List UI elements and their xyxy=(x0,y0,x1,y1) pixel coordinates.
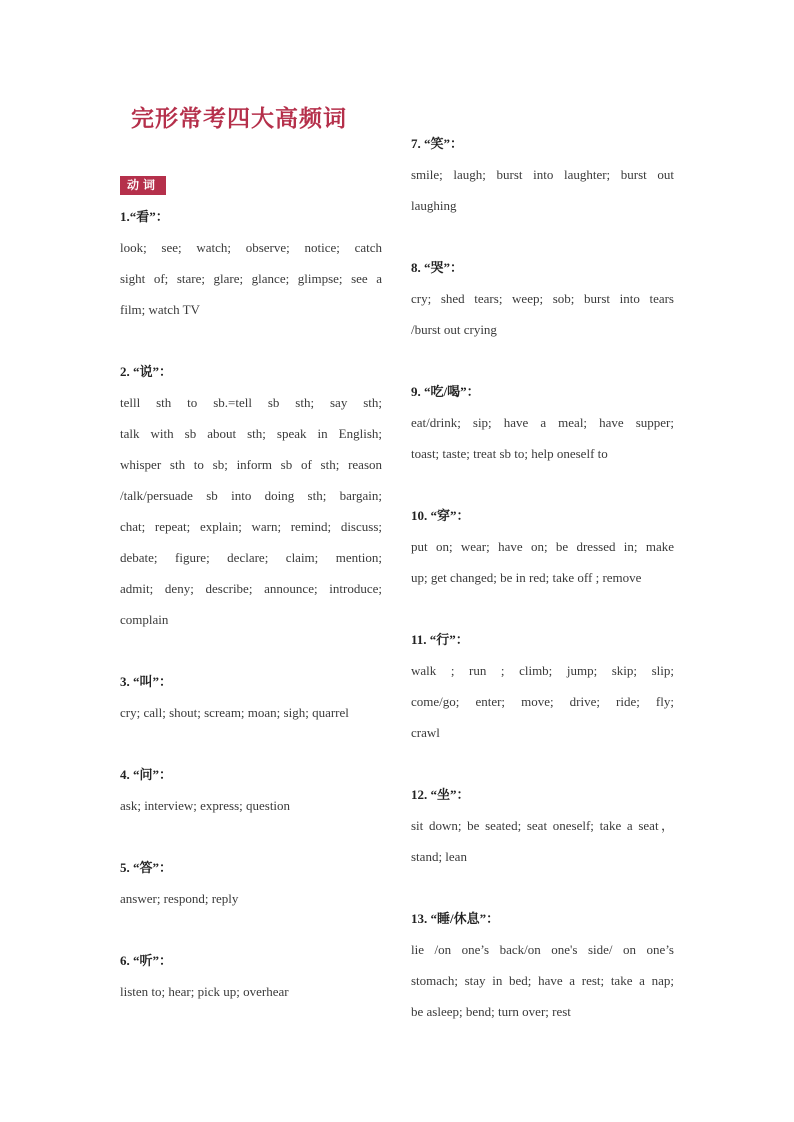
word-list-line: look; see; watch; observe; notice; catch xyxy=(120,240,382,255)
vocab-section xyxy=(411,134,674,227)
vocab-section xyxy=(120,765,382,827)
section-heading: 12. “坐”： xyxy=(411,787,470,802)
word-list-line: talk with sb about sth; speak in English; xyxy=(120,426,382,441)
word-list-line: whisper sth to sb; inform sb of sth; reason xyxy=(120,457,382,472)
section-heading: 3. “叫”： xyxy=(120,674,173,689)
vocab-section xyxy=(411,506,674,599)
word-list-line: /burst out crying xyxy=(411,322,497,337)
vocab-section xyxy=(120,672,382,734)
section-heading: 7. “笑”： xyxy=(411,136,464,151)
word-list-line: smile; laugh; burst into laughter; burst out xyxy=(411,167,674,182)
word-list-line: lie /on one’s back/on one's side/ on one’s xyxy=(411,942,674,957)
vocab-section xyxy=(411,785,674,878)
section-heading: 8. “哭”： xyxy=(411,260,464,275)
vocab-section xyxy=(120,362,382,641)
section-heading: 4. “问”： xyxy=(120,767,173,782)
section-heading: 10. “穿”： xyxy=(411,508,470,523)
word-list-line: complain xyxy=(120,612,169,627)
word-list-line: listen to; hear; pick up; overhear xyxy=(120,984,289,999)
word-list-line: telll sth to sb.=tell sb sth; say sth; xyxy=(120,395,382,410)
word-list-line: stomach; stay in bed; have a rest; take a nap; xyxy=(411,973,674,988)
vocab-section xyxy=(120,858,382,920)
page-title: 完形常考四大高频词 xyxy=(131,106,347,132)
word-list-line: toast; taste; treat sb to; help oneself to xyxy=(411,446,608,461)
word-list-line: /talk/persuade sb into doing sth; bargain; xyxy=(120,488,382,503)
category-badge: 动词 xyxy=(120,176,166,195)
word-list-line: film; watch TV xyxy=(120,302,200,317)
section-heading: 9. “吃/喝”： xyxy=(411,384,480,399)
section-heading: 13. “睡/休息”： xyxy=(411,911,500,926)
word-list-line: debate; figure; declare; claim; mention; xyxy=(120,550,382,565)
word-list-line: answer; respond; reply xyxy=(120,891,239,906)
word-list-line: crawl xyxy=(411,725,440,740)
word-list-line: sight of; stare; glare; glance; glimpse; see a xyxy=(120,271,382,286)
section-heading: 6. “听”： xyxy=(120,953,173,968)
word-list-line: laughing xyxy=(411,198,457,213)
word-list-line: up; get changed; be in red; take off ; remove xyxy=(411,570,642,585)
word-list-line: cry; shed tears; weep; sob; burst into tears xyxy=(411,291,674,306)
vocab-section xyxy=(411,909,674,1033)
word-list-line: walk ; run ; climb; jump; skip; slip; xyxy=(411,663,674,678)
right-column xyxy=(411,134,674,1033)
word-list-line: sit down; be seated; seat oneself; take a seat， xyxy=(411,818,674,833)
section-heading: 5. “答”： xyxy=(120,860,173,875)
word-list-line: come/go; enter; move; drive; ride; fly; xyxy=(411,694,674,709)
word-list-line: admit; deny; describe; announce; introduce; xyxy=(120,581,382,596)
vocab-section xyxy=(120,207,382,331)
section-heading: 2. “说”： xyxy=(120,364,173,379)
vocab-section xyxy=(120,951,382,1013)
section-heading: 11. “行”： xyxy=(411,632,469,647)
word-list-line: chat; repeat; explain; warn; remind; discuss; xyxy=(120,519,382,534)
word-list-line: eat/drink; sip; have a meal; have supper; xyxy=(411,415,674,430)
section-heading: 1.“看”： xyxy=(120,209,169,224)
word-list-line: ask; interview; express; question xyxy=(120,798,291,813)
word-list-line: put on; wear; have on; be dressed in; make xyxy=(411,539,674,554)
left-column xyxy=(120,207,382,1013)
word-list-line: cry; call; shout; scream; moan; sigh; quarrel xyxy=(120,705,349,720)
vocab-section xyxy=(411,630,674,754)
vocab-section xyxy=(411,382,674,475)
word-list-line: stand; lean xyxy=(411,849,467,864)
vocab-section xyxy=(411,258,674,351)
word-list-line: be asleep; bend; turn over; rest xyxy=(411,1004,571,1019)
